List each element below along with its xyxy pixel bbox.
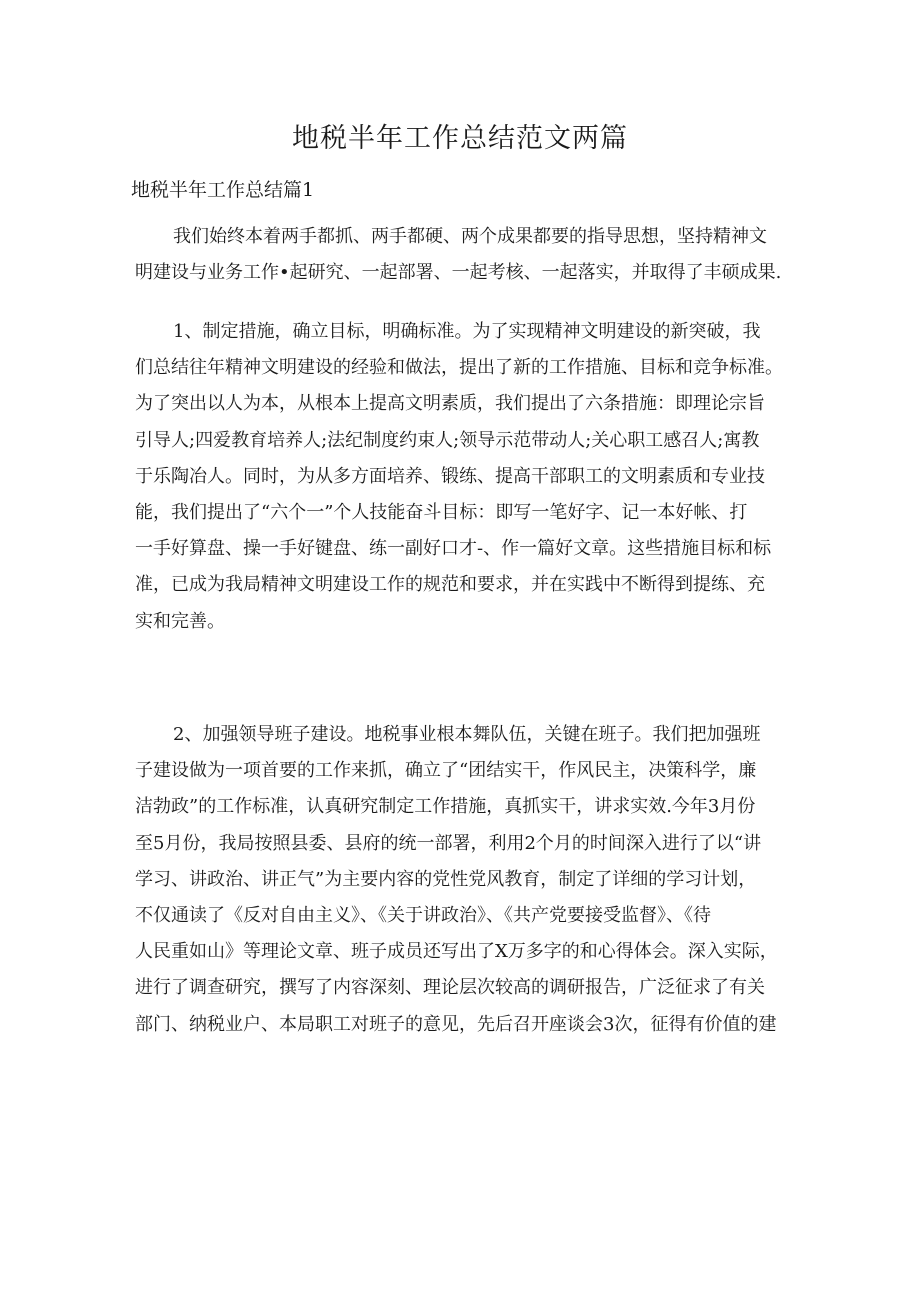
paragraph-line: 1、制定措施，确立目标，明确标准。为了实现精神文明建设的新突破，我 (173, 321, 761, 342)
paragraph-line: 洁勃政”的工作标准，认真研究制定工作措施，真抓实干，讲求实效.今年3月份 (135, 796, 756, 818)
paragraph-line: 明建设与业务工作•起研究、一起部署、一起考核、一起落实，并取得了丰硕成果. (135, 262, 782, 284)
paragraph-line: 一手好算盘、操一手好键盘、练一副好口才-、作一篇好文章。这些措施目标和标 (135, 538, 772, 560)
paragraph-leadership (135, 717, 790, 1043)
paragraph-line: 学习、讲政治、讲正气”为主要内容的党性党风教育，制定了详细的学习计划， (135, 868, 757, 890)
section-heading: 地税半年工作总结篇1 (131, 179, 315, 201)
paragraph-line: 2、加强领导班子建设。地税事业根本舞队伍，关键在班子。我们把加强班 (173, 724, 761, 745)
paragraph-line: 为了突出以人为本，从根本上提高文明素质，我们提出了六条措施：即理论宗旨 (135, 393, 765, 415)
paragraph-line: 人民重如山》等理论文章、班子成员还写出了X万多字的和心得体会。深入实际， (135, 941, 778, 963)
document-title: 地税半年工作总结范文两篇 (292, 123, 628, 154)
paragraph-line: 们总结往年精神文明建设的经验和做法，提出了新的工作措施、目标和竞争标准。 (135, 357, 783, 379)
paragraph-line: 我们始终本着两手都抓、两手都硬、两个成果都要的指导思想，坚持精神文 (173, 226, 767, 247)
paragraph-line: 准，已成为我局精神文明建设工作的规范和要求，并在实践中不断得到提练、充 (135, 574, 765, 596)
paragraph-line: 实和完善。 (135, 610, 225, 632)
paragraph-line: 能，我们提出了“六个一”个人技能奋斗目标：即写一笔好字、记一本好帐、打 (135, 501, 748, 523)
paragraph-line: 于乐陶冶人。同时，为从多方面培养、锻练、提高干部职工的文明素质和专业技 (135, 465, 765, 487)
paragraph-intro (135, 219, 790, 291)
paragraph-measures (135, 314, 790, 640)
paragraph-line: 子建设做为一项首要的工作来抓，确立了“团结实干，作风民主，决策科学，廉 (135, 760, 757, 782)
paragraph-line: 部门、纳税业户、本局职工对班子的意见，先后召开座谈会3次，征得有价值的建 (135, 1013, 777, 1035)
paragraph-line: 至5月份，我局按照县委、县府的统一部署，利用2个月的时间深入进行了以“讲 (135, 832, 762, 854)
paragraph-line: 不仅通读了《反对自由主义》、《关于讲政治》、《共产党要接受监督》、《待 (135, 904, 711, 926)
paragraph-line: 进行了调查研究，撰写了内容深刻、理论层次较高的调研报告，广泛征求了有关 (135, 977, 765, 999)
paragraph-line: 引导人;四爱教育培养人;法纪制度约束人;领导示范带动人;关心职工感召人;寓教 (135, 429, 760, 451)
